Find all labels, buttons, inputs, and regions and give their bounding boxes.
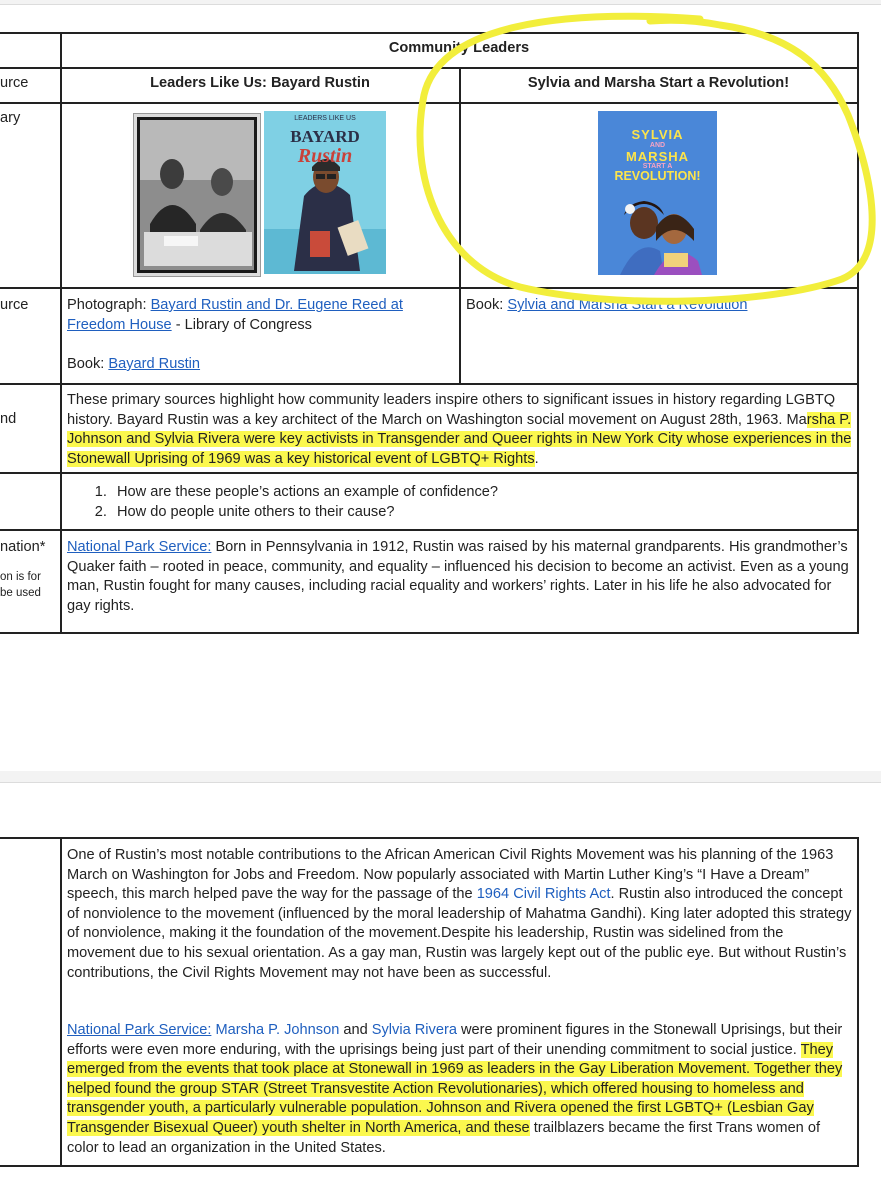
cover-title-marsha: MARSHA	[625, 149, 690, 164]
sylvia-marsha-book-link[interactable]: Sylvia and Marsha Start a Revolution	[507, 297, 748, 313]
highlighted-text: They emerged from the events that took place at Stonewall in 1969 as leaders in the Gay Liberation Movement. Together they helped found the group STAR (Street Transvestite Action Revolutionaries), which offered housing to homeless and transgender youth, a particularly vulnerable population. Johnson and Rivera opened the first LGBTQ+ (Lesbian Gay Transgender Bisexual Queer) youth shelter in North America, and these	[67, 1041, 843, 1136]
photo-prefix: Photograph:	[67, 297, 151, 313]
highlighted-text: rsha P. Johnson and Sylvia Rivera were key activists in Transgender and Queer rights in New York City whose experiences in the Stonewall Uprising of 1969 was a key historical event of LGBTQ+ Rights	[67, 411, 852, 467]
row-label-note: on is for	[0, 571, 41, 583]
row-label-note: be used	[0, 587, 41, 599]
row-label-information: nation*	[0, 539, 46, 555]
row-label-primary: ary	[0, 110, 21, 126]
photo-source-link[interactable]: Bayard Rustin and Dr. Eugene Reed at Freedom House	[67, 297, 403, 333]
marsha-johnson-link[interactable]: Marsha P. Johnson	[215, 1022, 340, 1038]
photo-suffix: - Library of Congress	[171, 316, 312, 333]
row-label-source: urce	[0, 297, 29, 313]
cover-title-sylvia: SYLVIA	[631, 127, 684, 142]
stonewall-paragraph	[67, 1021, 852, 1158]
column-title-sylvia-marsha: Sylvia and Marsha Start a Revolution!	[527, 75, 790, 91]
national-park-service-link[interactable]: National Park Service:	[67, 539, 212, 555]
highlighter-circle	[0, 5, 881, 771]
civil-rights-act-link[interactable]: 1964 Civil Rights Act	[476, 886, 611, 903]
paragraph-text: and	[339, 1022, 372, 1038]
book-prefix: Book:	[67, 355, 109, 372]
bayard-rustin-book-link[interactable]: Bayard Rustin	[108, 355, 201, 372]
question-item: 1. How are these people’s actions an example of confidence?	[111, 483, 852, 503]
cover-series-label: LEADERS LIKE US	[294, 115, 356, 122]
table-border	[857, 837, 859, 1167]
row-label-background: nd	[0, 411, 17, 427]
document-page-2	[0, 782, 881, 1201]
column-title-rustin: Leaders Like Us: Bayard Rustin	[150, 75, 370, 91]
cover-title-revolution: REVOLUTION!	[614, 169, 701, 183]
national-park-service-link[interactable]: National Park Service:	[67, 1022, 212, 1038]
row-label-source: urce	[0, 75, 29, 91]
cover-title-start: START A	[642, 163, 673, 170]
question-item: 2. How do people unite others to their cause?	[111, 503, 852, 523]
paragraph-text: . Rustin also introduced the concept of nonviolence to the movement (influenced by the moral leadership of Mahatma Gandhi). King later adopted this strategy of nonviolence, making it the foundation of the movement.Despite his leadership, Rustin was sidelined from the movement due to his sexual orientation. As a gay man, Rustin was largely kept out of the public eye. But without Rustin’s contributions, the Civil Rights Movement may not have been as successful.	[67, 886, 852, 981]
rustin-contributions-paragraph	[67, 846, 852, 983]
book-prefix: Book:	[466, 297, 508, 313]
cover-title-rustin: Rustin	[297, 145, 353, 167]
document-page-1	[0, 4, 881, 771]
paragraph-text: trailblazers became the first Trans women of color to lead an organization in the United States.	[67, 1119, 821, 1156]
table-title: Community Leaders	[388, 40, 530, 56]
paragraph-text: One of Rustin’s most notable contributions to the African American Civil Rights Movement was his planning of the 1963 March on Washington for Jobs and Freedom. Now popularly associated with Martin Luther King’s “I Have a Dream” speech, this march helped pave the way for the passage of the	[67, 847, 834, 903]
background-text-end: .	[534, 450, 539, 467]
cover-title-and: AND	[649, 142, 666, 149]
information-text: Born in Pennsylvania in 1912, Rustin was raised by his maternal grandparents. His grandmother’s Quaker faith – rooted in peace, community, and equality – influenced his decision to become an activist. Even as a young man, Rustin fought for many causes, including racial equality and workers’ rights. Later in his life he also advocated for gay rights.	[67, 539, 849, 614]
sylvia-rivera-link[interactable]: Sylvia Rivera	[371, 1022, 457, 1038]
table-border	[0, 837, 858, 839]
table-border	[0, 1165, 858, 1167]
background-text: These primary sources highlight how community leaders inspire others to significant issues in history regarding LGBTQ history. Bayard Rustin was a key architect of the March on Washington social movement on August 28th, 1963. Ma	[67, 392, 836, 428]
cover-title-bayard: BAYARD	[290, 127, 360, 146]
table-border	[60, 837, 62, 1167]
paragraph-text: were prominent figures in the Stonewall Uprisings, but their efforts were even more enduring, with the uprisings being just part of their unending commitment to social justice.	[67, 1022, 843, 1058]
